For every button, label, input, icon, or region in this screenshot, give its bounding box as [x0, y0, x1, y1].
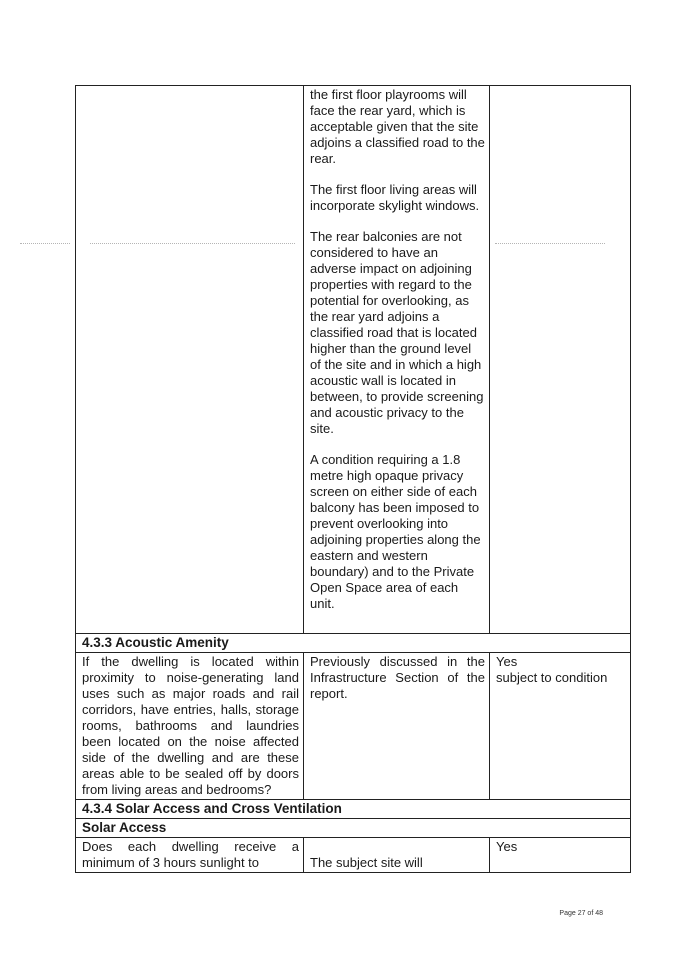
solar-cross-ventilation-heading: 4.3.4 Solar Access and Cross Ventilation: [76, 800, 631, 819]
solar-question-cell: [76, 838, 304, 873]
solar-access-subheading: Solar Access: [76, 819, 631, 838]
acoustic-question-row: [76, 653, 631, 800]
privacy-requirement-cell: [76, 86, 304, 634]
page-number-footer: Page 27 of 48: [559, 910, 603, 917]
acoustic-comment-cell: [304, 653, 490, 800]
solar-comment-text: The subject site will: [310, 855, 423, 870]
acoustic-compliance-cell: [490, 653, 631, 800]
acoustic-question-text: If the dwelling is located within proximity to noise-generating land uses such as major roads and rail corridors, have entries, halls, storage rooms, bathrooms and laundries been located on the noise affected side of the dwelling and are these areas able to be sealed off by doors from living areas and bedrooms?: [82, 654, 299, 797]
assessment-table: [75, 85, 631, 873]
scan-dotted-line-left: [20, 243, 70, 244]
solar-question-text: Does each dwelling receive a minimum of 3 hours sunlight to: [82, 839, 299, 870]
solar-question-row: [76, 838, 631, 873]
solar-compliance-cell: [490, 838, 631, 873]
acoustic-heading-row: [76, 634, 631, 653]
acoustic-comment-text: Previously discussed in the Infrastructure Section of the report.: [310, 654, 485, 701]
comment-paragraph-skylights: The first floor living areas will incorporate skylight windows.: [310, 182, 480, 213]
solar-heading-row: [76, 800, 631, 819]
privacy-compliance-cell: [490, 86, 631, 634]
acoustic-compliance-condition: subject to condition: [496, 670, 608, 685]
privacy-comment-cell: [304, 86, 490, 634]
comment-paragraph-balconies: The rear balconies are not considered to have an adverse impact on adjoining properties with regard to the potential for overlooking, as the rear yard adjoins a classified road that is located higher than the ground level of the site and in which a high acoustic wall is located in between, to provide screening and acoustic privacy to the site.: [310, 229, 484, 436]
comment-paragraph-privacy-screen-condition: A condition requiring a 1.8 metre high opaque privacy screen on either side of each balcony has been imposed to prevent overlooking into adjoining properties along the eastern and western boundary) and to the Private Open Space area of each unit.: [310, 452, 481, 611]
solar-comment-cell: [304, 838, 490, 873]
acoustic-compliance-yes: Yes: [496, 654, 518, 669]
solar-subheading-row: [76, 819, 631, 838]
comment-paragraph-playrooms: the first floor playrooms will face the rear yard, which is acceptable given that the site adjoins a classified road to the rear.: [310, 87, 485, 166]
acoustic-question-cell: [76, 653, 304, 800]
privacy-continuation-row: [76, 86, 631, 634]
acoustic-amenity-heading: 4.3.3 Acoustic Amenity: [76, 634, 631, 653]
solar-compliance-yes: Yes: [496, 839, 518, 854]
